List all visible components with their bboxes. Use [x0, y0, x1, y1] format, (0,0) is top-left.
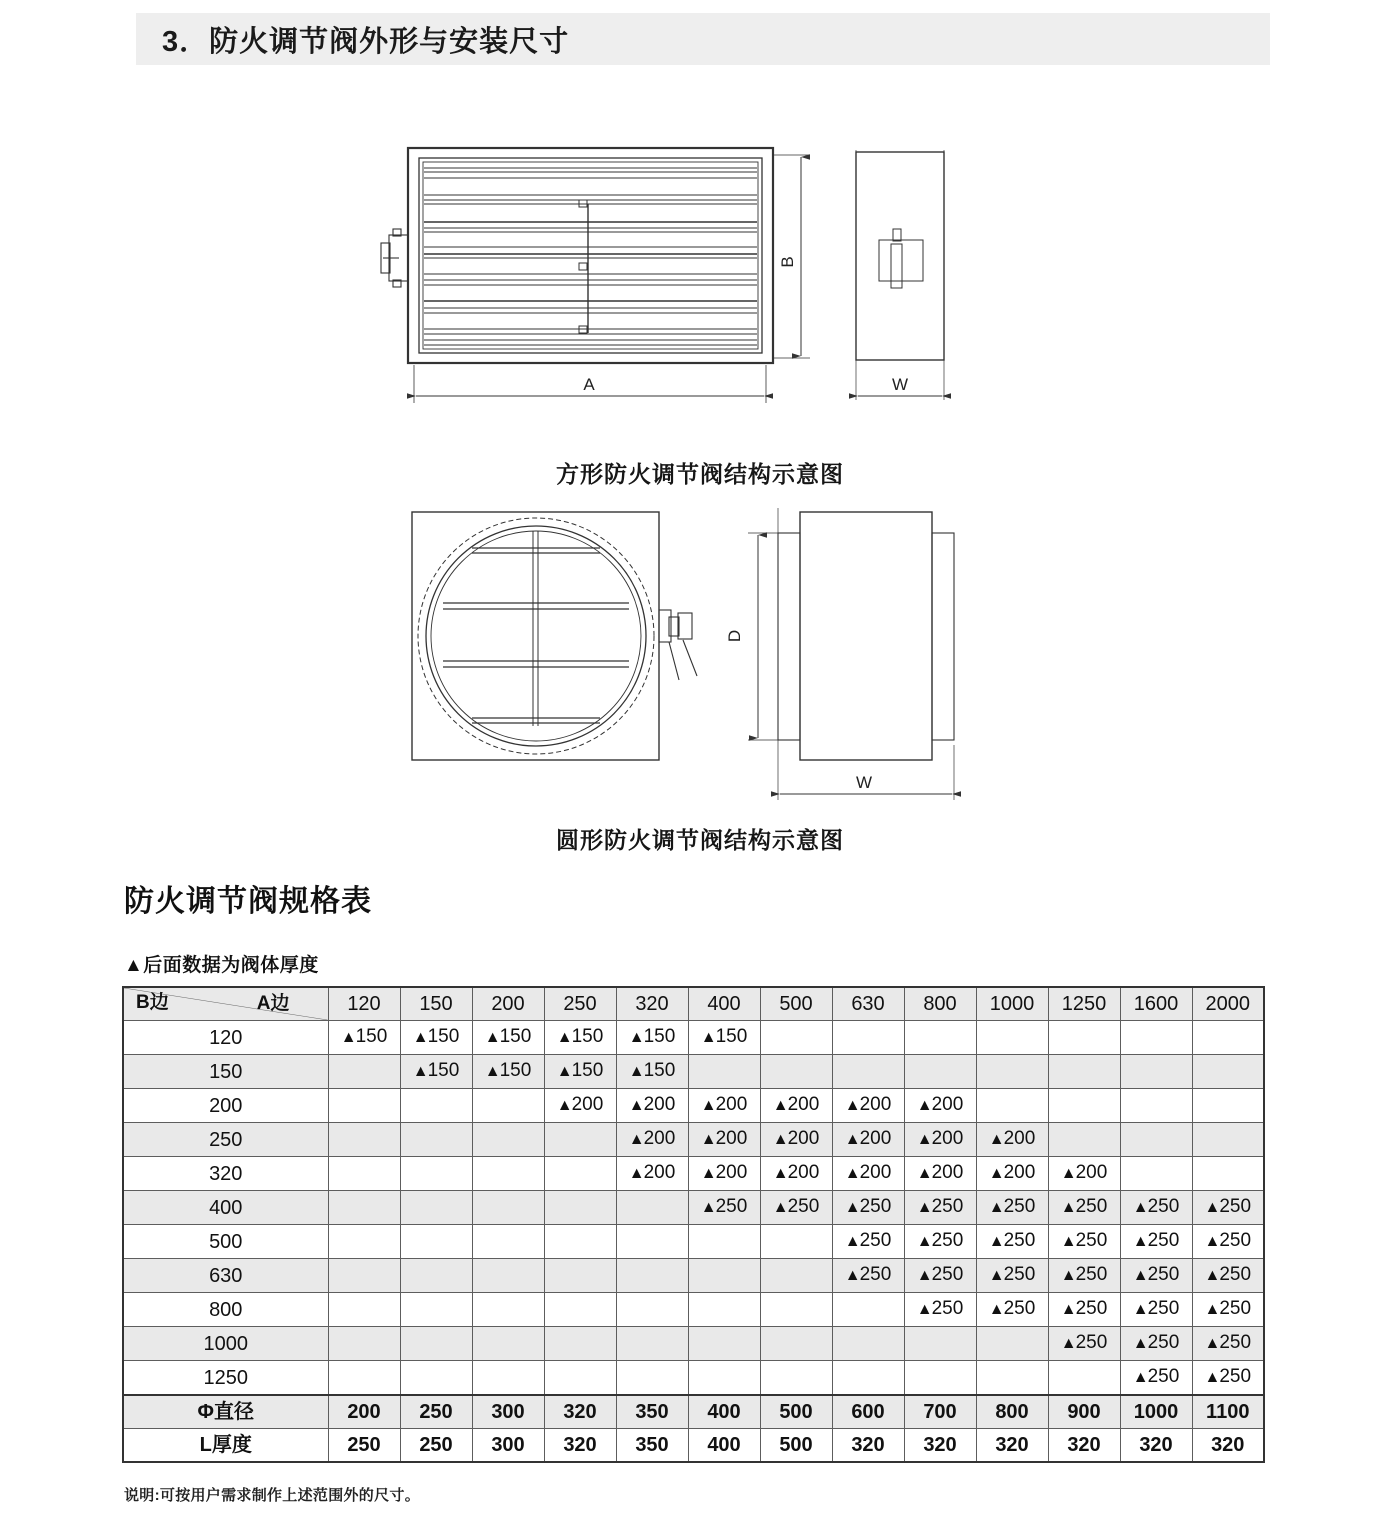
- cell-250-630: ▲200: [832, 1123, 904, 1157]
- row-header-1250: 1250: [123, 1361, 328, 1396]
- cell-250-2000: [1192, 1123, 1264, 1157]
- cell-630-200: [472, 1259, 544, 1293]
- cell-150-250: ▲150: [544, 1055, 616, 1089]
- square-valve-front-view: [381, 148, 773, 363]
- triangle-icon: ▲: [700, 1199, 716, 1216]
- round-valve-side-view: [778, 512, 954, 760]
- cell-1000-250: [544, 1327, 616, 1361]
- cell-1250-400: [688, 1361, 760, 1396]
- cell-200-320: ▲200: [616, 1089, 688, 1123]
- cell-120-1000: [976, 1021, 1048, 1055]
- cell-320-1250: ▲200: [1048, 1157, 1120, 1191]
- triangle-icon: ▲: [844, 1165, 860, 1182]
- column-header-120: 120: [328, 987, 400, 1021]
- cell-L厚度-200: 300: [472, 1429, 544, 1463]
- cell-200-150: [400, 1089, 472, 1123]
- round-valve-front-view: [412, 512, 697, 760]
- cell-Φ直径-120: 200: [328, 1395, 400, 1429]
- cell-1250-2000: ▲250: [1192, 1361, 1264, 1396]
- cell-1250-1600: ▲250: [1120, 1361, 1192, 1396]
- column-header-1250: 1250: [1048, 987, 1120, 1021]
- cell-320-630: ▲200: [832, 1157, 904, 1191]
- cell-L厚度-630: 320: [832, 1429, 904, 1463]
- cell-320-1000: ▲200: [976, 1157, 1048, 1191]
- cell-L厚度-500: 500: [760, 1429, 832, 1463]
- row-header-630: 630: [123, 1259, 328, 1293]
- table-row: [123, 1361, 1264, 1396]
- spec-table-footnote: 说明:可按用户需求制作上述范围外的尺寸。: [124, 1487, 420, 1504]
- column-header-320: 320: [616, 987, 688, 1021]
- triangle-icon: ▲: [1060, 1233, 1076, 1250]
- dimension-label-W-round: W: [855, 773, 873, 792]
- dimension-W-round: [778, 745, 954, 800]
- cell-Φ直径-500: 500: [760, 1395, 832, 1429]
- cell-1250-150: [400, 1361, 472, 1396]
- table-row: [123, 1225, 1264, 1259]
- cell-800-800: ▲250: [904, 1293, 976, 1327]
- cell-1250-630: [832, 1361, 904, 1396]
- cell-150-500: [760, 1055, 832, 1089]
- dimension-label-B: B: [778, 256, 797, 268]
- triangle-icon: ▲: [1204, 1335, 1220, 1352]
- triangle-icon: ▲: [988, 1131, 1004, 1148]
- triangle-icon: ▲: [916, 1097, 932, 1114]
- row-header-120: 120: [123, 1021, 328, 1055]
- cell-1000-1250: ▲250: [1048, 1327, 1120, 1361]
- cell-800-120: [328, 1293, 400, 1327]
- cell-500-400: [688, 1225, 760, 1259]
- table-row: [123, 1293, 1264, 1327]
- triangle-icon: ▲: [628, 1029, 644, 1046]
- cell-1000-150: [400, 1327, 472, 1361]
- cell-400-1250: ▲250: [1048, 1191, 1120, 1225]
- column-header-250: 250: [544, 987, 616, 1021]
- triangle-icon: ▲: [1132, 1301, 1148, 1318]
- cell-200-1000: [976, 1089, 1048, 1123]
- cell-250-150: [400, 1123, 472, 1157]
- triangle-icon: ▲: [628, 1063, 644, 1080]
- triangle-icon: ▲: [772, 1199, 788, 1216]
- triangle-icon: ▲: [844, 1199, 860, 1216]
- cell-500-250: [544, 1225, 616, 1259]
- triangle-icon: ▲: [412, 1029, 428, 1046]
- cell-1250-200: [472, 1361, 544, 1396]
- triangle-icon: ▲: [772, 1165, 788, 1182]
- triangle-icon: ▲: [1132, 1199, 1148, 1216]
- cell-120-400: ▲150: [688, 1021, 760, 1055]
- figure-caption-round-valve: 圆形防火调节阀结构示意图: [556, 827, 844, 853]
- cell-630-320: [616, 1259, 688, 1293]
- cell-320-400: ▲200: [688, 1157, 760, 1191]
- cell-1000-630: [832, 1327, 904, 1361]
- triangle-icon: ▲: [988, 1199, 1004, 1216]
- cell-L厚度-800: 320: [904, 1429, 976, 1463]
- cell-320-150: [400, 1157, 472, 1191]
- cell-1250-1250: [1048, 1361, 1120, 1396]
- column-header-1600: 1600: [1120, 987, 1192, 1021]
- cell-630-500: [760, 1259, 832, 1293]
- triangle-icon: ▲: [340, 1029, 356, 1046]
- row-header-500: 500: [123, 1225, 328, 1259]
- triangle-icon: ▲: [1132, 1267, 1148, 1284]
- cell-630-1600: ▲250: [1120, 1259, 1192, 1293]
- triangle-icon: ▲: [556, 1029, 572, 1046]
- cell-150-1600: [1120, 1055, 1192, 1089]
- cell-630-800: ▲250: [904, 1259, 976, 1293]
- cell-Φ直径-250: 320: [544, 1395, 616, 1429]
- cell-1250-500: [760, 1361, 832, 1396]
- cell-400-250: [544, 1191, 616, 1225]
- cell-500-2000: ▲250: [1192, 1225, 1264, 1259]
- triangle-icon: ▲: [772, 1097, 788, 1114]
- triangle-icon: ▲: [916, 1199, 932, 1216]
- cell-200-630: ▲200: [832, 1089, 904, 1123]
- table-row: [123, 1191, 1264, 1225]
- triangle-icon: ▲: [988, 1301, 1004, 1318]
- row-header-1000: 1000: [123, 1327, 328, 1361]
- cell-400-2000: ▲250: [1192, 1191, 1264, 1225]
- cell-Φ直径-200: 300: [472, 1395, 544, 1429]
- cell-250-250: [544, 1123, 616, 1157]
- triangle-icon: ▲: [1204, 1301, 1220, 1318]
- cell-200-500: ▲200: [760, 1089, 832, 1123]
- cell-500-150: [400, 1225, 472, 1259]
- corner-label-b-side: B边: [136, 992, 169, 1014]
- triangle-icon: ▲: [412, 1063, 428, 1080]
- cell-Φ直径-630: 600: [832, 1395, 904, 1429]
- cell-400-400: ▲250: [688, 1191, 760, 1225]
- cell-1000-1600: ▲250: [1120, 1327, 1192, 1361]
- cell-150-800: [904, 1055, 976, 1089]
- section-header-band: [136, 13, 1270, 65]
- cell-120-250: ▲150: [544, 1021, 616, 1055]
- triangle-icon: ▲: [844, 1267, 860, 1284]
- spec-table-title: 防火调节阀规格表: [124, 885, 372, 918]
- spec-table-wrapper: [122, 986, 1263, 1463]
- triangle-icon: ▲: [700, 1165, 716, 1182]
- corner-label-a-side: A边: [256, 993, 290, 1014]
- cell-1250-120: [328, 1361, 400, 1396]
- cell-400-1000: ▲250: [976, 1191, 1048, 1225]
- row-header-200: 200: [123, 1089, 328, 1123]
- cell-500-1000: ▲250: [976, 1225, 1048, 1259]
- column-header-630: 630: [832, 987, 904, 1021]
- triangle-icon: ▲: [916, 1267, 932, 1284]
- cell-320-120: [328, 1157, 400, 1191]
- cell-200-2000: [1192, 1089, 1264, 1123]
- triangle-icon: ▲: [844, 1233, 860, 1250]
- cell-800-1250: ▲250: [1048, 1293, 1120, 1327]
- cell-320-500: ▲200: [760, 1157, 832, 1191]
- cell-200-400: ▲200: [688, 1089, 760, 1123]
- row-header-250: 250: [123, 1123, 328, 1157]
- triangle-icon: ▲: [1060, 1335, 1076, 1352]
- triangle-icon: ▲: [1204, 1233, 1220, 1250]
- table-row: [123, 1395, 1264, 1429]
- triangle-icon: ▲: [556, 1063, 572, 1080]
- cell-200-120: [328, 1089, 400, 1123]
- dimension-D: [748, 508, 800, 760]
- cell-Φ直径-400: 400: [688, 1395, 760, 1429]
- triangle-icon: ▲: [700, 1131, 716, 1148]
- row-header-Φ直径: Φ直径: [123, 1395, 328, 1429]
- cell-120-2000: [1192, 1021, 1264, 1055]
- triangle-icon: ▲: [556, 1097, 572, 1114]
- cell-Φ直径-2000: 1100: [1192, 1395, 1264, 1429]
- cell-1000-120: [328, 1327, 400, 1361]
- cell-250-800: ▲200: [904, 1123, 976, 1157]
- cell-320-2000: [1192, 1157, 1264, 1191]
- table-row: [123, 1055, 1264, 1089]
- cell-Φ直径-1600: 1000: [1120, 1395, 1192, 1429]
- triangle-icon: ▲: [1060, 1301, 1076, 1318]
- triangle-icon: ▲: [484, 1063, 500, 1080]
- triangle-icon: ▲: [844, 1131, 860, 1148]
- table-row: [123, 1123, 1264, 1157]
- cell-L厚度-250: 320: [544, 1429, 616, 1463]
- column-header-800: 800: [904, 987, 976, 1021]
- cell-1000-800: [904, 1327, 976, 1361]
- cell-L厚度-1600: 320: [1120, 1429, 1192, 1463]
- table-row: [123, 1021, 1264, 1055]
- dimension-W-square: [856, 150, 944, 400]
- cell-L厚度-120: 250: [328, 1429, 400, 1463]
- triangle-icon: ▲: [916, 1301, 932, 1318]
- page-title: 3．防火调节阀外形与安装尺寸: [162, 25, 570, 58]
- cell-L厚度-1250: 320: [1048, 1429, 1120, 1463]
- cell-800-2000: ▲250: [1192, 1293, 1264, 1327]
- cell-500-800: ▲250: [904, 1225, 976, 1259]
- triangle-icon: ▲: [1132, 1335, 1148, 1352]
- cell-200-800: ▲200: [904, 1089, 976, 1123]
- cell-800-1000: ▲250: [976, 1293, 1048, 1327]
- triangle-icon: ▲: [700, 1029, 716, 1046]
- cell-1000-320: [616, 1327, 688, 1361]
- cell-250-500: ▲200: [760, 1123, 832, 1157]
- cell-320-200: [472, 1157, 544, 1191]
- triangle-icon: ▲: [1132, 1369, 1148, 1386]
- cell-500-1250: ▲250: [1048, 1225, 1120, 1259]
- spec-table-header-row: [123, 987, 1264, 1021]
- cell-L厚度-150: 250: [400, 1429, 472, 1463]
- cell-800-500: [760, 1293, 832, 1327]
- cell-500-630: ▲250: [832, 1225, 904, 1259]
- cell-400-800: ▲250: [904, 1191, 976, 1225]
- row-header-L厚度: L厚度: [123, 1429, 328, 1463]
- spec-table: [122, 986, 1265, 1463]
- triangle-icon: ▲: [1132, 1233, 1148, 1250]
- cell-1250-1000: [976, 1361, 1048, 1396]
- dimension-label-W-square: W: [891, 375, 909, 394]
- cell-800-150: [400, 1293, 472, 1327]
- cell-500-120: [328, 1225, 400, 1259]
- cell-320-800: ▲200: [904, 1157, 976, 1191]
- cell-250-1000: ▲200: [976, 1123, 1048, 1157]
- cell-630-120: [328, 1259, 400, 1293]
- cell-800-630: [832, 1293, 904, 1327]
- cell-120-150: ▲150: [400, 1021, 472, 1055]
- cell-800-250: [544, 1293, 616, 1327]
- cell-150-150: ▲150: [400, 1055, 472, 1089]
- cell-630-250: [544, 1259, 616, 1293]
- cell-200-200: [472, 1089, 544, 1123]
- cell-320-250: [544, 1157, 616, 1191]
- cell-400-120: [328, 1191, 400, 1225]
- cell-120-800: [904, 1021, 976, 1055]
- cell-250-1250: [1048, 1123, 1120, 1157]
- row-header-400: 400: [123, 1191, 328, 1225]
- row-header-800: 800: [123, 1293, 328, 1327]
- cell-1000-400: [688, 1327, 760, 1361]
- triangle-icon: ▲: [1060, 1165, 1076, 1182]
- cell-150-2000: [1192, 1055, 1264, 1089]
- cell-800-320: [616, 1293, 688, 1327]
- cell-120-1250: [1048, 1021, 1120, 1055]
- spec-table-head: [123, 987, 1264, 1021]
- triangle-icon: ▲: [628, 1131, 644, 1148]
- cell-800-400: [688, 1293, 760, 1327]
- triangle-icon: ▲: [916, 1233, 932, 1250]
- cell-L厚度-400: 400: [688, 1429, 760, 1463]
- cell-Φ直径-1250: 900: [1048, 1395, 1120, 1429]
- triangle-icon: ▲: [1204, 1199, 1220, 1216]
- cell-250-1600: [1120, 1123, 1192, 1157]
- triangle-icon: ▲: [1204, 1369, 1220, 1386]
- triangle-icon: ▲: [988, 1267, 1004, 1284]
- cell-L厚度-2000: 320: [1192, 1429, 1264, 1463]
- cell-150-320: ▲150: [616, 1055, 688, 1089]
- column-header-1000: 1000: [976, 987, 1048, 1021]
- triangle-icon: ▲: [1060, 1199, 1076, 1216]
- triangle-icon: ▲: [916, 1165, 932, 1182]
- column-header-2000: 2000: [1192, 987, 1264, 1021]
- cell-500-320: [616, 1225, 688, 1259]
- cell-400-320: [616, 1191, 688, 1225]
- cell-Φ直径-800: 700: [904, 1395, 976, 1429]
- triangle-icon: ▲: [988, 1233, 1004, 1250]
- cell-150-630: [832, 1055, 904, 1089]
- column-header-400: 400: [688, 987, 760, 1021]
- table-row: [123, 1259, 1264, 1293]
- cell-150-1000: [976, 1055, 1048, 1089]
- column-header-200: 200: [472, 987, 544, 1021]
- cell-250-320: ▲200: [616, 1123, 688, 1157]
- cell-120-120: ▲150: [328, 1021, 400, 1055]
- cell-630-630: ▲250: [832, 1259, 904, 1293]
- cell-150-200: ▲150: [472, 1055, 544, 1089]
- cell-400-500: ▲250: [760, 1191, 832, 1225]
- cell-Φ直径-150: 250: [400, 1395, 472, 1429]
- triangle-icon: ▲: [700, 1097, 716, 1114]
- cell-120-630: [832, 1021, 904, 1055]
- cell-Φ直径-1000: 800: [976, 1395, 1048, 1429]
- cell-500-200: [472, 1225, 544, 1259]
- cell-120-320: ▲150: [616, 1021, 688, 1055]
- cell-1000-2000: ▲250: [1192, 1327, 1264, 1361]
- column-header-150: 150: [400, 987, 472, 1021]
- table-row: [123, 1089, 1264, 1123]
- cell-400-1600: ▲250: [1120, 1191, 1192, 1225]
- cell-L厚度-320: 350: [616, 1429, 688, 1463]
- cell-800-200: [472, 1293, 544, 1327]
- cell-1250-250: [544, 1361, 616, 1396]
- cell-1250-320: [616, 1361, 688, 1396]
- cell-250-200: [472, 1123, 544, 1157]
- cell-150-1250: [1048, 1055, 1120, 1089]
- cell-Φ直径-320: 350: [616, 1395, 688, 1429]
- cell-200-1250: [1048, 1089, 1120, 1123]
- corner-cell: [123, 987, 328, 1021]
- row-header-320: 320: [123, 1157, 328, 1191]
- table-row: [123, 1157, 1264, 1191]
- table-row: [123, 1327, 1264, 1361]
- cell-1250-800: [904, 1361, 976, 1396]
- cell-150-120: [328, 1055, 400, 1089]
- cell-250-120: [328, 1123, 400, 1157]
- figure-caption-square-valve: 方形防火调节阀结构示意图: [556, 461, 844, 487]
- dimension-label-A: A: [583, 375, 595, 394]
- cell-1000-1000: [976, 1327, 1048, 1361]
- cell-400-200: [472, 1191, 544, 1225]
- triangle-icon: ▲: [772, 1131, 788, 1148]
- dimension-A: [414, 365, 766, 403]
- cell-150-400: [688, 1055, 760, 1089]
- cell-630-1000: ▲250: [976, 1259, 1048, 1293]
- row-header-150: 150: [123, 1055, 328, 1089]
- column-header-500: 500: [760, 987, 832, 1021]
- cell-120-500: [760, 1021, 832, 1055]
- cell-200-250: ▲200: [544, 1089, 616, 1123]
- triangle-icon: ▲: [916, 1131, 932, 1148]
- cell-400-630: ▲250: [832, 1191, 904, 1225]
- dimension-label-D: D: [725, 629, 744, 643]
- cell-500-500: [760, 1225, 832, 1259]
- cell-320-320: ▲200: [616, 1157, 688, 1191]
- cell-400-150: [400, 1191, 472, 1225]
- cell-630-2000: ▲250: [1192, 1259, 1264, 1293]
- triangle-icon: ▲: [1204, 1267, 1220, 1284]
- cell-320-1600: [1120, 1157, 1192, 1191]
- triangle-icon: ▲: [988, 1165, 1004, 1182]
- triangle-icon: ▲: [1060, 1267, 1076, 1284]
- square-valve-side-view: [856, 152, 944, 360]
- cell-800-1600: ▲250: [1120, 1293, 1192, 1327]
- spec-table-note: ▲后面数据为阀体厚度: [124, 955, 319, 976]
- cell-L厚度-1000: 320: [976, 1429, 1048, 1463]
- cell-1000-500: [760, 1327, 832, 1361]
- cell-630-150: [400, 1259, 472, 1293]
- triangle-icon: ▲: [484, 1029, 500, 1046]
- cell-120-1600: [1120, 1021, 1192, 1055]
- cell-200-1600: [1120, 1089, 1192, 1123]
- cell-1000-200: [472, 1327, 544, 1361]
- dimension-B: [773, 155, 810, 358]
- triangle-icon: ▲: [844, 1097, 860, 1114]
- cell-630-1250: ▲250: [1048, 1259, 1120, 1293]
- cell-250-400: ▲200: [688, 1123, 760, 1157]
- table-row: [123, 1429, 1264, 1463]
- cell-630-400: [688, 1259, 760, 1293]
- spec-table-body: [123, 1021, 1264, 1463]
- cell-500-1600: ▲250: [1120, 1225, 1192, 1259]
- cell-120-200: ▲150: [472, 1021, 544, 1055]
- triangle-icon: ▲: [628, 1165, 644, 1182]
- triangle-icon: ▲: [628, 1097, 644, 1114]
